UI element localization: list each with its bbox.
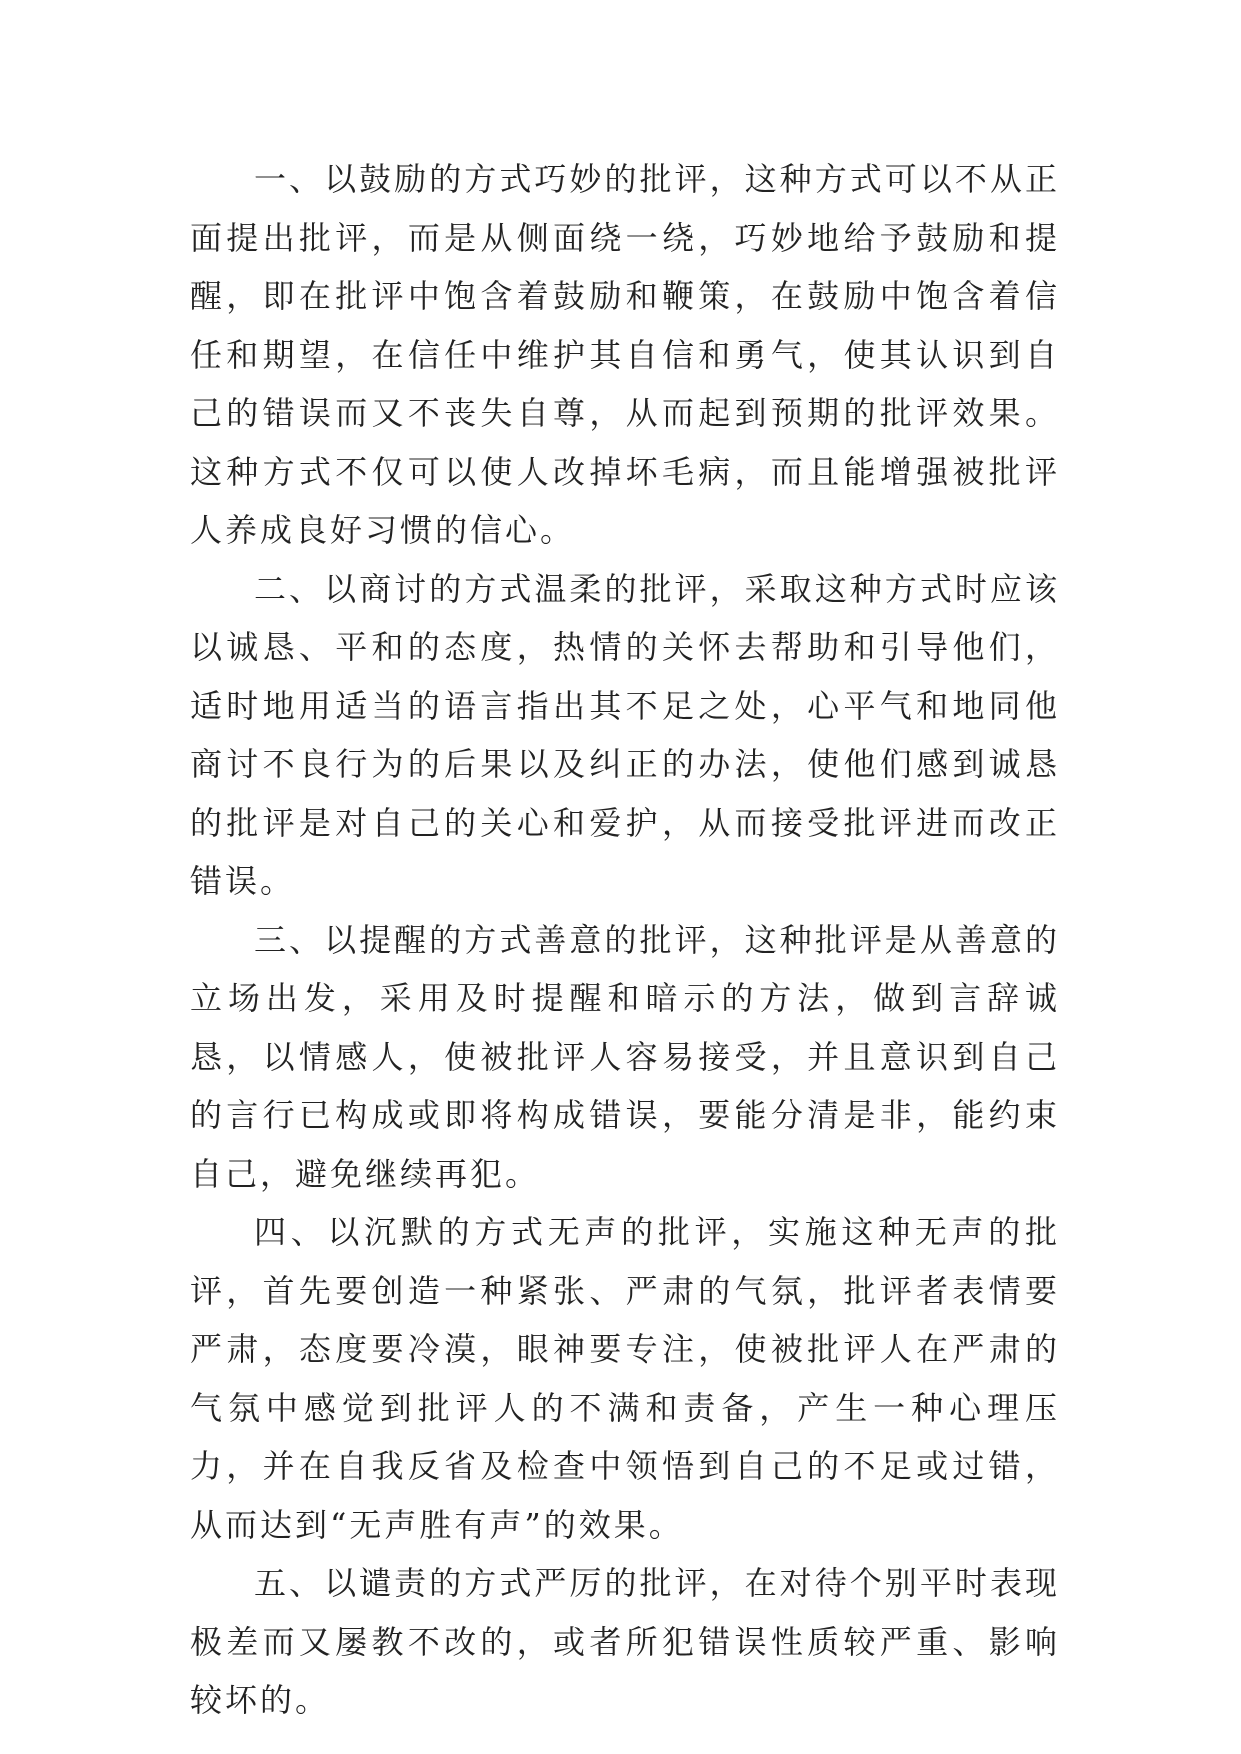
document-body: [190, 150, 1060, 1730]
paragraph-encouraging-criticism: 一、以鼓励的方式巧妙的批评，这种方式可以不从正面提出批评，而是从侧面绕一绕，巧妙地给予鼓励和提醒，即在批评中饱含着鼓励和鞭策，在鼓励中饱含着信任和期望，在信任中维护其自信和勇气，使其认识到自己的错误而又不丧失自尊，从而起到预期的批评效果。这种方式不仅可以使人改掉坏毛病，而且能增强被批评人养成良好习惯的信心。: [190, 160, 1060, 549]
paragraph-reminder-criticism: 三、以提醒的方式善意的批评，这种批评是从善意的立场出发，采用及时提醒和暗示的方法，做到言辞诚恳，以情感人，使被批评人容易接受，并且意识到自己的言行已构成或即将构成错误，要能分清是非，能约束自己，避免继续再犯。: [190, 920, 1060, 1193]
paragraph-condemnation-criticism: 五、以谴责的方式严厉的批评，在对待个别平时表现极差而又屡教不改的，或者所犯错误性质较严重、影响较坏的。: [190, 1564, 1060, 1719]
paragraph-silent-criticism: 四、以沉默的方式无声的批评，实施这种无声的批评，首先要创造一种紧张、严肃的气氛，批评者表情要严肃，态度要冷漠，眼神要专注，使被批评人在严肃的气氛中感觉到批评人的不满和责备，产生一种心理压力，并在自我反省及检查中领悟到自己的不足或过错，从而达到“无声胜有声”的效果。: [190, 1213, 1060, 1544]
paragraph-discussion-criticism: 二、以商讨的方式温柔的批评，采取这种方式时应该以诚恳、平和的态度，热情的关怀去帮助和引导他们，适时地用适当的语言指出其不足之处，心平气和地同他商讨不良行为的后果以及纠正的办法，使他们感到诚恳的批评是对自己的关心和爱护，从而接受批评进而改正错误。: [190, 569, 1060, 900]
